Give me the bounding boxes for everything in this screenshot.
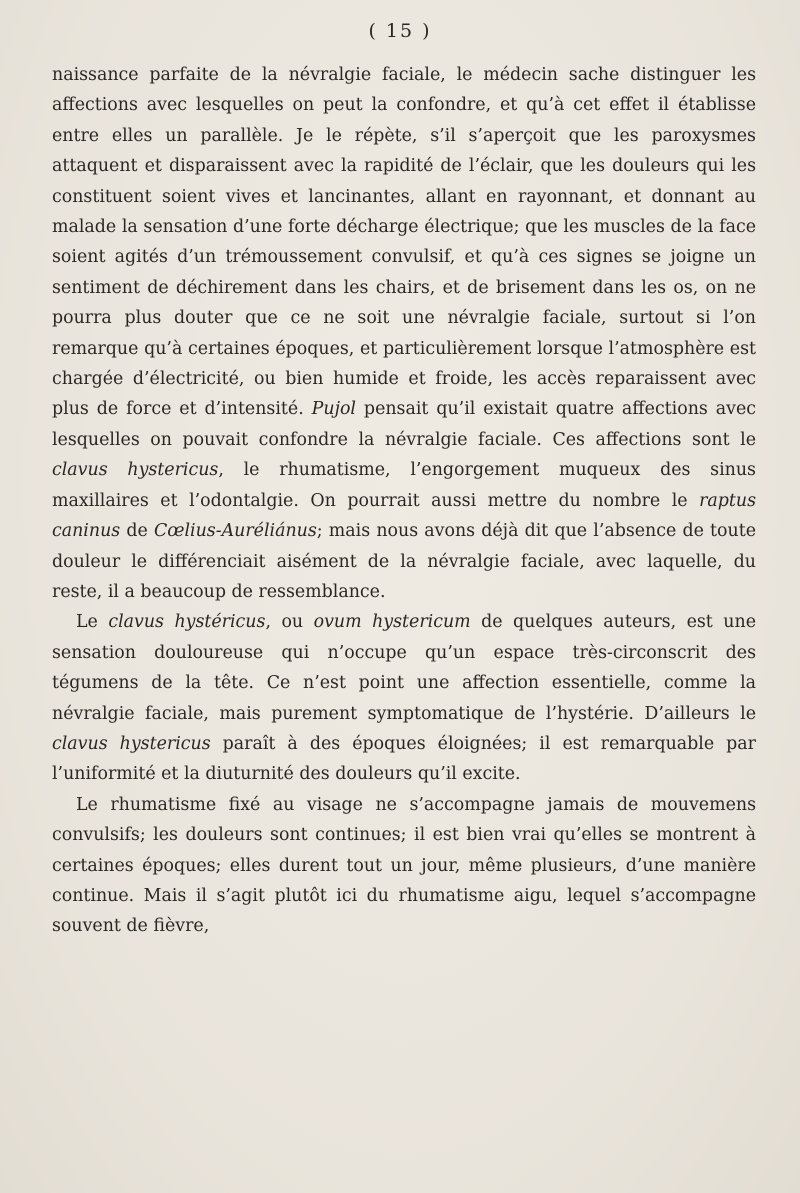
text-run: ; mais nous avons déjà dit que l’absence de toute douleur le différenciait aisément de la névralgie faciale, avec laquelle, du reste, il a beaucoup de ressemblance.: [52, 521, 756, 602]
text-run: de quelques auteurs, est une sensation douloureuse qui n’occupe qu’un espace très-circonscrit des tégumens de la tête. Ce n’est point une affection essentielle, comme la névralgie faciale, mais purement symptomatique de l’hystérie. D’ailleurs le: [52, 612, 756, 724]
italic-term: ovum hystericum: [313, 612, 471, 633]
page-number: ( 15 ): [368, 20, 432, 42]
italic-term: Pujol: [311, 399, 356, 420]
text-run: pensait qu’il existait quatre affections avec lesquelles on pouvait confondre la névralgie faciale. Ces affections sont le: [52, 399, 756, 450]
text-run: naissance parfaite de la névralgie faciale, le médecin sache distinguer les affections avec lesquelles on peut la confondre, et qu’à cet effet il établisse entre elles un parallèle. Je le répète, s’il s’aperçoit que les paroxysmes attaquent et disparaissent avec la rapidité de l’éclair, que les douleurs qui les constituent soient vives et lancinantes, allant en rayonnant, et donnant au malade la sensation d’une forte décharge électrique; que les muscles de la face soient agités d’un trémoussement convulsif, et qu’à ces signes se joigne un sentiment de déchirement dans les chairs, et de brisement dans les os, on ne pourra plus douter que ce ne soit une névralgie faciale, surtout si l’on remarque qu’à certaines époques, et particulièrement lorsque l’atmosphère est chargée d’électricité, ou bien humide et froide, les accès reparaissent avec plus de force et d’intensité.: [52, 65, 756, 420]
text-run: , le rhumatisme, l’engorgement muqueux des sinus maxillaires et l’odontalgie. On pourrait aussi mettre du nombre le: [52, 460, 756, 511]
text-run: , ou: [265, 612, 314, 633]
text-run: de: [120, 521, 154, 542]
text-run: Le: [76, 612, 109, 633]
text-run: paraît à des époques éloignées; il est remarquable par l’uniformité et la diuturnité des douleurs qu’il excite.: [52, 733, 756, 785]
italic-term: Cœlius-Auréliánus: [153, 521, 317, 542]
paragraph: [52, 790, 756, 942]
italic-term: raptus caninus: [52, 490, 756, 542]
paragraph: [52, 60, 756, 607]
italic-term: clavus hystericus: [52, 733, 211, 754]
italic-term: clavus hystericus: [52, 460, 219, 481]
paragraph: [52, 607, 756, 789]
italic-term: clavus hystéricus: [108, 612, 266, 633]
body-text: [52, 60, 756, 942]
text-run: Le rhumatisme fixé au visage ne s’accompagne jamais de mouvemens convulsifs; les douleurs sont continues; il est bien vrai qu’elles se montrent à certaines époques; elles durent tout un jour, même plusieurs, d’une manière continue. Mais il s’agit plutôt ici du rhumatisme aigu, lequel s’accompagne souvent de fièvre,: [52, 794, 756, 937]
